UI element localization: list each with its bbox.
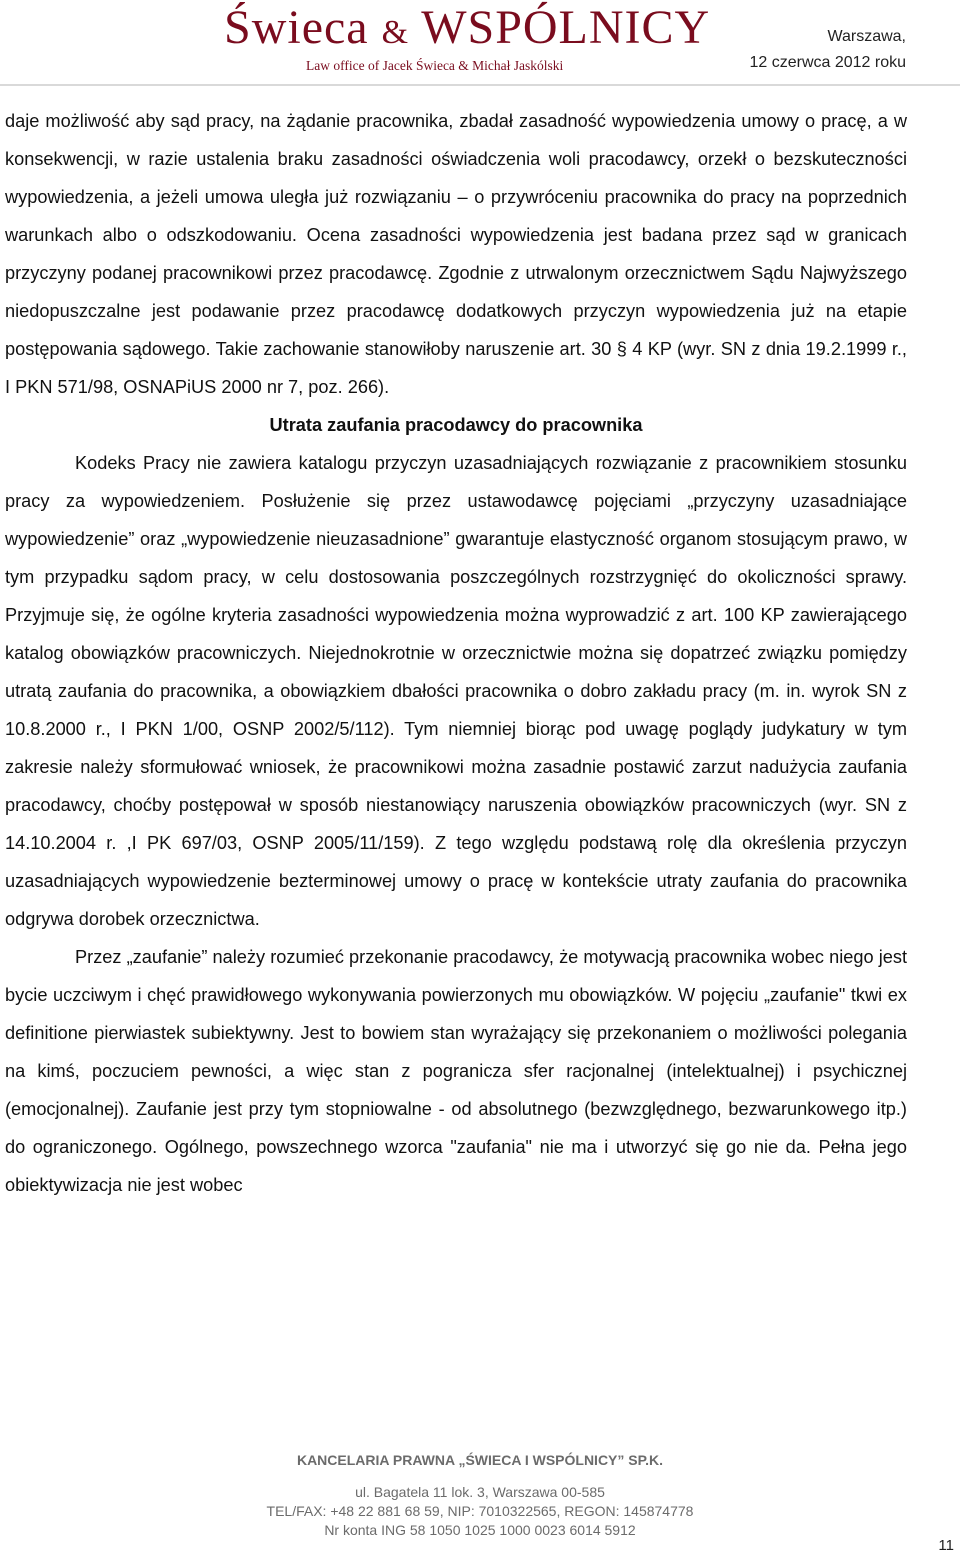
logo-subtitle: Law office of Jacek Świeca & Michał Jaskólski <box>306 58 564 73</box>
firm-logo <box>224 2 710 59</box>
logo-title-part2: WSPÓLNICY <box>409 1 711 54</box>
body-paragraph-2: Kodeks Pracy nie zawiera katalogu przyczyn uzasadniających rozwiązanie z pracownikiem stosunku pracy za wypowiedzeniem. Posłużenie się przez ustawodawcę pojęciami „przyczyny uzasadniające wypowiedzenie” oraz „wypowiedzenie nieuzasadnione” gwarantuje elastyczność organom stosującym prawo, w tym przypadku sądom pracy, w celu dostosowania poszczególnych rozstrzygnięć do okoliczności sprawy. Przyjmuje się, że ogólne kryteria zasadności wypowiedzenia można wyprowadzić z art. 100 KP zawierającego katalog obowiązków pracowniczych. Niejednokrotnie w orzecznictwie można się dopatrzeć związku pomiędzy utratą zaufania do pracownika, a obowiązkiem dbałości pracownika o dobro zakładu pracy (m. in. wyrok SN z 10.8.2000 r., I PKN 1/00, OSNP 2002/5/112). Tym niemniej biorąc pod uwagę poglądy judykatury w tym zakresie należy sformułować wniosek, że pracownikowi można zasadnie postawić zarzut nadużycia zaufania pracodawcy, choćby postępował w sposób niestanowiący naruszenia obowiązków pracowniczych (wyr. SN z 14.10.2004 r. ,I PK 697/03, OSNP 2005/11/159). Z tego względu podstawą rolę dla określenia przyczyn uzasadniających wypowiedzenie bezterminowej umowy o pracę w kontekście utraty zaufania do pracownika odgrywa dorobek orzecznictwa. <box>5 453 907 929</box>
logo-title-part1: Świeca <box>224 1 382 54</box>
footer-address: ul. Bagatela 11 lok. 3, Warszawa 00-585 <box>355 1484 605 1500</box>
footer-firm-name: KANCELARIA PRAWNA „ŚWIECA I WSPÓLNICY” SP.K. <box>296 1452 664 1468</box>
header-city: Warszawa, <box>827 28 906 45</box>
footer-bank-account: Nr konta ING 58 1050 1025 1000 0023 6014 5912 <box>324 1522 636 1538</box>
document-body <box>5 102 907 1204</box>
header-date: 12 czerwca 2012 roku <box>749 54 906 71</box>
footer-contact: TEL/FAX: +48 22 881 68 59, NIP: 7010322565, REGON: 145874778 <box>266 1503 694 1519</box>
page-number: 11 <box>938 1537 954 1554</box>
page-header <box>0 0 960 90</box>
body-paragraph-3: Przez „zaufanie” należy rozumieć przekonanie pracodawcy, że motywacją pracownika wobec niego jest bycie uczciwym i chęć prawidłowego wykonywania powierzonych mu obowiązków. W pojęciu „zaufanie" tkwi ex definitione pierwiastek subiektywny. Jest to bowiem stan wyrażający się przekonaniem o możliwości polegania na kimś, poczuciem pewności, a więc stan z pogranicza sfer racjonalnej (intelektualnej) i psychicznej (emocjonalnej). Zaufanie jest przy tym stopniowalne - od absolutnego (bezwzględnego, bezwarunkowego itp.) do ograniczonego. Ogólnego, powszechnego wzorca "zaufania" nie ma i utworzyć się go nie da. Pełna jego obiektywizacja nie jest wobec <box>5 947 907 1195</box>
section-heading: Utrata zaufania pracodawcy do pracownika <box>269 415 643 435</box>
body-paragraph-1: daje możliwość aby sąd pracy, na żądanie pracownika, zbadał zasadność wypowiedzenia umowy o pracę, a w konsekwencji, w razie ustalenia braku zasadności oświadczenia woli pracodawcy, orzekł o bezskuteczności wypowiedzenia, a jeżeli umowa uległa już rozwiązaniu – o przywróceniu pracownika do pracy na poprzednich warunkach albo o odszkodowaniu. Ocena zasadności wypowiedzenia jest badana przez sąd w granicach przyczyny podanej pracownikowi przez pracodawcę. Zgodnie z utrwalonym orzecznictwem Sądu Najwyższego niedopuszczalne jest podawanie przez pracodawcę dodatkowych przyczyn wypowiedzenia już na etapie postępowania sądowego. Takie zachowanie stanowiłoby naruszenie art. 30 § 4 KP (wyr. SN z dnia 19.2.1999 r., I PKN 571/98, OSNAPiUS 2000 nr 7, poz. 266). <box>5 111 907 397</box>
logo-ampersand: & <box>381 14 410 51</box>
header-divider <box>0 84 960 86</box>
